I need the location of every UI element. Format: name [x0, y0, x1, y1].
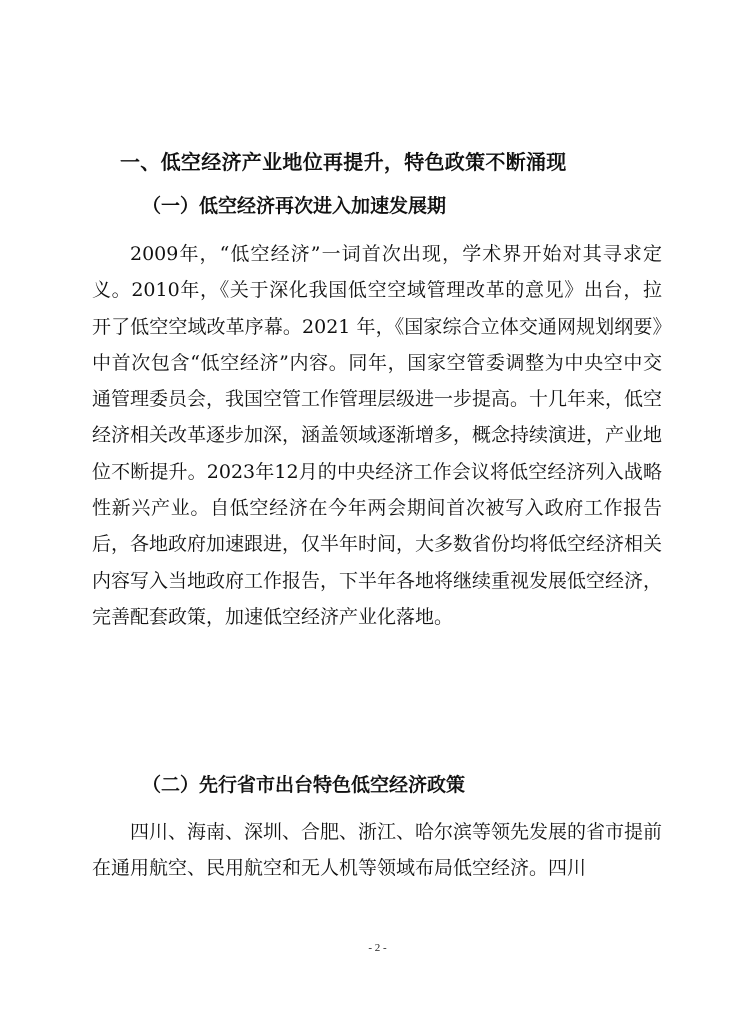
subsection-heading-1: （一）低空经济再次进入加速发展期	[142, 195, 447, 217]
subsection-heading-2: （二）先行省市出台特色低空经济政策	[142, 774, 466, 796]
paragraph-1: 2009年，“低空经济”一词首次出现，学术界开始对其寻求定义。2010年，《关于深化我国低空空域管理改革的意见》出台，拉开了低空空域改革序幕。2021 年，《国家综合立体交通网规划纲要》中首次包含“低空经济”内容。同年，国家空管委调整为中央空中交通管理委员会，我国空管工作管理层级进一步提高。十几年来，低空经济相关改革逐步加深，涵盖领域逐渐增多，概念持续演进，产业地位不断提升。2023年12月的中央经济工作会议将低空经济列入战略性新兴产业。自低空经济在今年两会期间首次被写入政府工作报告后，各地政府加速跟进，仅半年时间，大多数省份均将低空经济相关内容写入当地政府工作报告，下半年各地将继续重视发展低空经济，完善配套政策，加速低空经济产业化落地。	[92, 243, 663, 628]
section-heading: 一、低空经济产业地位再提升，特色政策不断涌现	[120, 150, 567, 174]
page-number: - 2 -	[368, 942, 387, 954]
paragraph-2: 四川、海南、深圳、合肥、浙江、哈尔滨等领先发展的省市提前在通用航空、民用航空和无人机等领域布局低空经济。四川	[92, 821, 663, 880]
